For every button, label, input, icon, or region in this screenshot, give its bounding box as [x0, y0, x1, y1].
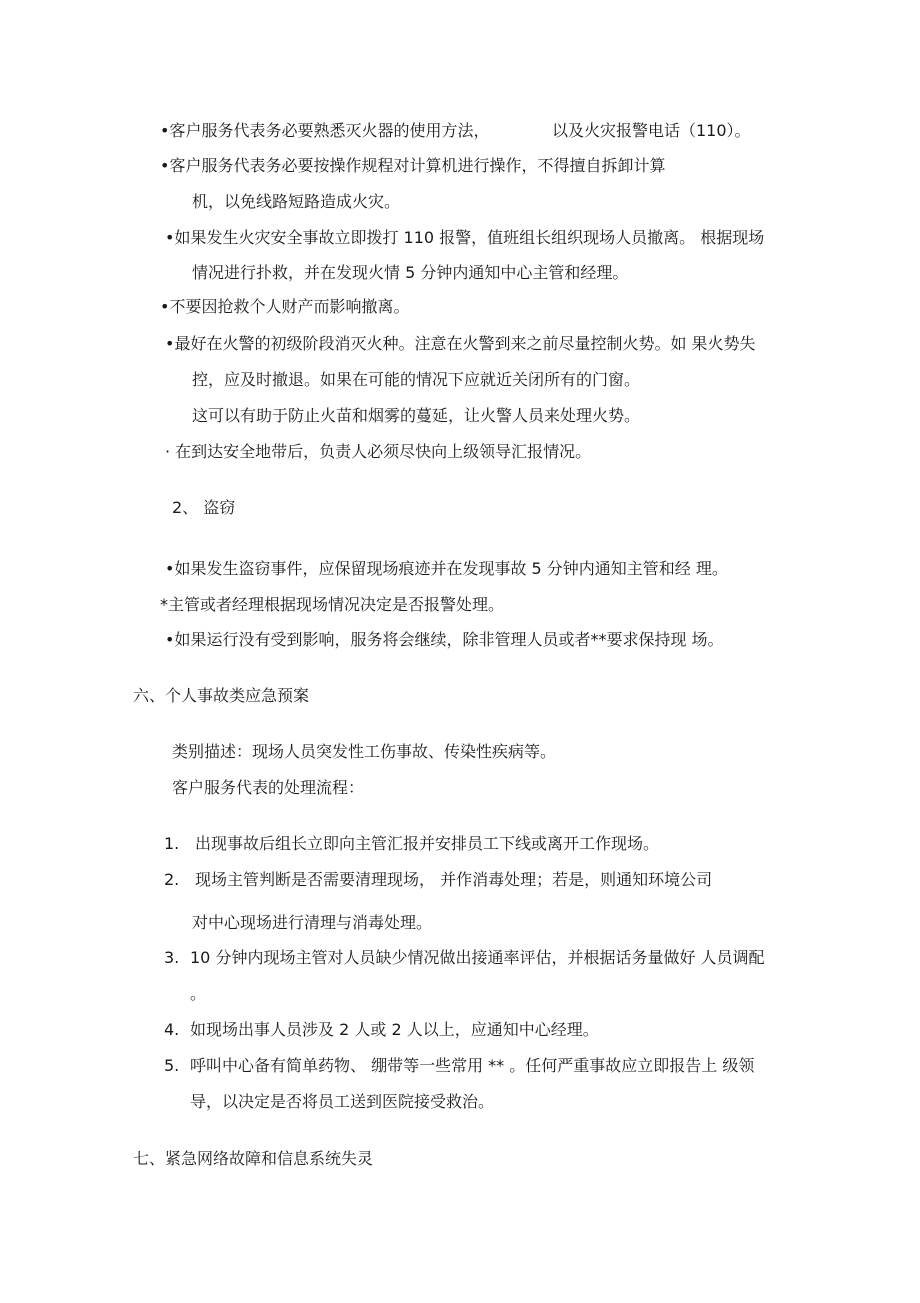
step-number: 4.	[164, 1020, 180, 1039]
fire-bullet-alarm-l2: 情况进行扑救，并在发现火情 5 分钟内通知中心主管和经理。	[192, 263, 629, 282]
step-number: 1.	[164, 834, 180, 853]
step-number: 5.	[164, 1056, 180, 1075]
step-text: 现场主管判断是否需要清理现场， 并作消毒处理；若是，则通知环境公司	[195, 870, 713, 889]
fire-bullet-early-l1: •最好在火警的初级阶段消灭火种。注意在火警到来之前尽量控制火势。如 果火势失	[165, 334, 756, 353]
section6-flow-label: 客户服务代表的处理流程：	[172, 778, 365, 797]
fire-bullet-early-l2: 控，应及时撤退。如果在可能的情况下应就近关闭所有的门窗。	[192, 370, 641, 389]
step-number: 2.	[164, 870, 180, 889]
step-text: 如现场出事人员涉及 2 人或 2 人以上，应通知中心经理。	[190, 1020, 599, 1039]
theft-bullet-notify: •如果发生盗窃事件，应保留现场痕迹并在发现事故 5 分钟内通知主管和经 理。	[165, 559, 728, 578]
theft-bullet-decide: *主管或者经理根据现场情况决定是否报警处理。	[160, 595, 505, 614]
fire-bullet-property: •不要因抢救个人财产而影响撤离。	[160, 297, 410, 316]
step-text: 出现事故后组长立即向主管汇报并安排员工下线或离开工作现场。	[195, 834, 660, 853]
step-text: 10 分钟内现场主管对人员缺少情况做出接通率评估，并根据话务量做好 人员调配	[190, 948, 765, 967]
fire-bullet-computer-l2: 机，以免线路短路造成火灾。	[192, 192, 401, 211]
step-text-continued: 导，以决定是否将员工送到医院接受救治。	[190, 1092, 495, 1111]
fire-bullet-extinguisher-tail: 以及火灾报警电话（110）。	[552, 121, 751, 140]
fire-bullet-report: · 在到达安全地带后，负责人必须尽快向上级领导汇报情况。	[165, 442, 592, 461]
section6-category: 类别描述：现场人员突发性工伤事故、传染性疾病等。	[172, 742, 557, 761]
section7-heading: 七、紧急网络故障和信息系统失灵	[133, 1149, 374, 1168]
step-text-continued: 。	[190, 984, 207, 1003]
step-text-continued: 对中心现场进行清理与消毒处理。	[192, 913, 433, 932]
fire-bullet-computer-l1: •客户服务代表务必要按操作规程对计算机进行操作，不得擅自拆卸计算	[160, 156, 666, 175]
step-number: 3.	[164, 948, 180, 967]
theft-bullet-continue: •如果运行没有受到影响，服务将会继续，除非管理人员或者**要求保持现 场。	[165, 630, 724, 649]
fire-bullet-extinguisher: •客户服务代表务必要熟悉灭火器的使用方法，	[160, 121, 490, 140]
fire-bullet-alarm-l1: •如果发生火灾安全事故立即拨打 110 报警，值班组长组织现场人员撤离。 根据现场	[165, 228, 765, 247]
theft-heading: 2、 盗窃	[172, 498, 236, 517]
section6-heading: 六、个人事故类应急预案	[133, 686, 310, 705]
fire-bullet-early-l3: 这可以有助于防止火苗和烟雾的蔓延，让火警人员来处理火势。	[192, 406, 641, 425]
step-text: 呼叫中心备有简单药物、 绷带等一些常用 ** 。任何严重事故应立即报告上 级领	[190, 1056, 755, 1075]
